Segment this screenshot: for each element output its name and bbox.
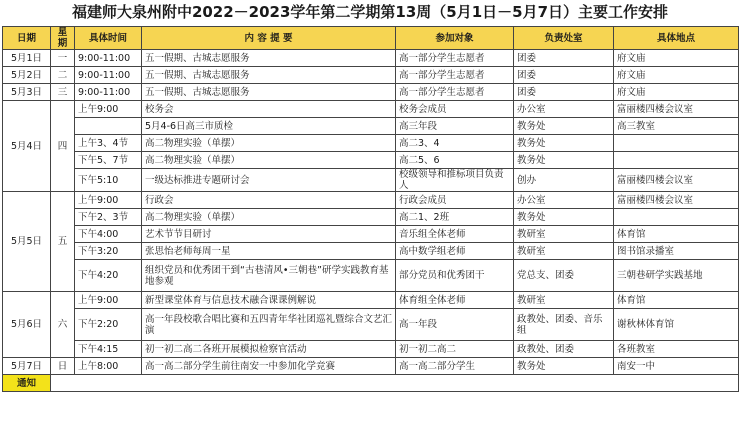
table-row	[3, 135, 739, 152]
cell-attendees: 高一部分学生志愿者	[396, 50, 514, 67]
cell-attendees: 高一部分学生志愿者	[396, 67, 514, 84]
table-row	[3, 260, 739, 292]
cell-date: 5月6日	[3, 292, 51, 358]
cell-place: 谢秋林体育馆	[614, 309, 739, 341]
cell-date: 5月1日	[3, 50, 51, 67]
cell-place: 体育馆	[614, 292, 739, 309]
table-row	[3, 226, 739, 243]
cell-dept: 教研室	[514, 226, 614, 243]
cell-time: 上午9:00	[75, 192, 142, 209]
cell-content: 五一假期、古城志愿服务	[142, 50, 396, 67]
header-attendees: 参加对象	[396, 27, 514, 50]
cell-weekday: 六	[51, 292, 75, 358]
cell-attendees: 体育组全体老师	[396, 292, 514, 309]
cell-place: 府文庙	[614, 50, 739, 67]
cell-dept: 办公室	[514, 101, 614, 118]
table-row	[3, 50, 739, 67]
cell-attendees: 音乐组全体老师	[396, 226, 514, 243]
cell-time: 下午3:20	[75, 243, 142, 260]
cell-weekday: 五	[51, 192, 75, 292]
cell-weekday: 一	[51, 50, 75, 67]
cell-time: 上午3、4节	[75, 135, 142, 152]
cell-time: 上午9:00	[75, 292, 142, 309]
cell-time	[75, 118, 142, 135]
cell-content: 五一假期、古城志愿服务	[142, 84, 396, 101]
cell-attendees: 高三年段	[396, 118, 514, 135]
cell-dept: 团委	[514, 50, 614, 67]
page-title: 福建师大泉州附中2022－2023学年第二学期第13周（5月1日－5月7日）主要工作安排	[71, 3, 669, 21]
cell-dept: 团委	[514, 84, 614, 101]
cell-time: 下午5、7节	[75, 152, 142, 169]
cell-place: 南安一中	[614, 358, 739, 375]
cell-attendees: 部分党员和优秀团干	[396, 260, 514, 292]
header-date: 日期	[3, 27, 51, 50]
cell-dept: 教务处	[514, 209, 614, 226]
cell-place: 体育馆	[614, 226, 739, 243]
cell-dept: 教务处	[514, 152, 614, 169]
notice-text	[51, 375, 739, 392]
header-dept: 负责处室	[514, 27, 614, 50]
cell-dept: 教务处	[514, 135, 614, 152]
cell-place: 三朝巷研学实践基地	[614, 260, 739, 292]
table-row	[3, 152, 739, 169]
cell-attendees: 校级领导和推标项目负责人	[396, 169, 514, 192]
table-row	[3, 84, 739, 101]
cell-dept: 教研室	[514, 243, 614, 260]
table-row	[3, 358, 739, 375]
cell-place: 府文庙	[614, 67, 739, 84]
cell-place	[614, 209, 739, 226]
cell-time: 上午8:00	[75, 358, 142, 375]
cell-time: 9:00-11:00	[75, 50, 142, 67]
cell-dept: 教务处	[514, 358, 614, 375]
cell-dept: 政教处、团委	[514, 341, 614, 358]
cell-place: 高三教室	[614, 118, 739, 135]
cell-dept: 团委	[514, 67, 614, 84]
header-content: 内 容 提 要	[142, 27, 396, 50]
cell-place	[614, 135, 739, 152]
cell-time: 9:00-11:00	[75, 84, 142, 101]
cell-attendees: 高一部分学生志愿者	[396, 84, 514, 101]
table-row	[3, 309, 739, 341]
cell-time: 下午4:20	[75, 260, 142, 292]
cell-weekday: 四	[51, 101, 75, 192]
table-row	[3, 67, 739, 84]
cell-time: 下午2:20	[75, 309, 142, 341]
cell-dept: 教务处	[514, 118, 614, 135]
cell-place: 富丽楼四楼会议室	[614, 169, 739, 192]
cell-content: 初一初二高二各班开展模拟检察官活动	[142, 341, 396, 358]
cell-time: 上午9:00	[75, 101, 142, 118]
cell-attendees: 高中数学组老师	[396, 243, 514, 260]
cell-content: 高一高二部分学生前往南安一中参加化学竞赛	[142, 358, 396, 375]
cell-attendees: 高二3、4	[396, 135, 514, 152]
cell-place: 图书馆录播室	[614, 243, 739, 260]
header-row	[3, 27, 739, 50]
cell-weekday: 三	[51, 84, 75, 101]
cell-place	[614, 152, 739, 169]
cell-attendees: 行政会成员	[396, 192, 514, 209]
table-row	[3, 169, 739, 192]
cell-place: 各班教室	[614, 341, 739, 358]
cell-weekday: 日	[51, 358, 75, 375]
header-time: 具体时间	[75, 27, 142, 50]
cell-dept: 政教处、团委、音乐组	[514, 309, 614, 341]
cell-content: 一级达标推进专题研讨会	[142, 169, 396, 192]
cell-content: 五一假期、古城志愿服务	[142, 67, 396, 84]
cell-place: 富丽楼四楼会议室	[614, 192, 739, 209]
table-row	[3, 292, 739, 309]
cell-content: 艺术节节目研讨	[142, 226, 396, 243]
cell-attendees: 高一高二部分学生	[396, 358, 514, 375]
notice-row	[3, 375, 739, 392]
header-place: 具体地点	[614, 27, 739, 50]
cell-dept: 创办	[514, 169, 614, 192]
table-row	[3, 209, 739, 226]
cell-place: 府文庙	[614, 84, 739, 101]
cell-content: 组织党员和优秀团干到“古巷清风•三朝巷”研学实践教育基地参观	[142, 260, 396, 292]
cell-time: 下午4:15	[75, 341, 142, 358]
cell-content: 高一年段校歌合唱比赛和五四青年华社团巡礼暨综合文艺汇演	[142, 309, 396, 341]
cell-place: 富丽楼四楼会议室	[614, 101, 739, 118]
schedule-table	[2, 26, 739, 392]
cell-content: 新型课堂体育与信息技术融合课课例解说	[142, 292, 396, 309]
cell-time: 下午4:00	[75, 226, 142, 243]
table-row	[3, 101, 739, 118]
cell-time: 下午5:10	[75, 169, 142, 192]
cell-date: 5月7日	[3, 358, 51, 375]
cell-attendees: 初一初二高二	[396, 341, 514, 358]
cell-attendees: 高二1、2班	[396, 209, 514, 226]
cell-content: 高二物理实验（单摆）	[142, 152, 396, 169]
cell-weekday: 二	[51, 67, 75, 84]
table-row	[3, 341, 739, 358]
cell-dept: 办公室	[514, 192, 614, 209]
table-row	[3, 118, 739, 135]
cell-attendees: 高二5、6	[396, 152, 514, 169]
cell-content: 高二物理实验（单摆）	[142, 135, 396, 152]
cell-content: 5月4-6日高三市质检	[142, 118, 396, 135]
cell-content: 校务会	[142, 101, 396, 118]
table-row	[3, 243, 739, 260]
cell-content: 张思怡老师每周一星	[142, 243, 396, 260]
cell-attendees: 校务会成员	[396, 101, 514, 118]
cell-content: 行政会	[142, 192, 396, 209]
cell-date: 5月2日	[3, 67, 51, 84]
cell-time: 下午2、3节	[75, 209, 142, 226]
cell-dept: 党总支、团委	[514, 260, 614, 292]
table-row	[3, 192, 739, 209]
cell-time: 9:00-11:00	[75, 67, 142, 84]
cell-date: 5月4日	[3, 101, 51, 192]
cell-attendees: 高一年段	[396, 309, 514, 341]
cell-dept: 教研室	[514, 292, 614, 309]
header-weekday: 星期	[51, 27, 75, 50]
cell-date: 5月3日	[3, 84, 51, 101]
cell-date: 5月5日	[3, 192, 51, 292]
notice-label: 通知	[3, 375, 51, 392]
cell-content: 高二物理实验（单摆）	[142, 209, 396, 226]
